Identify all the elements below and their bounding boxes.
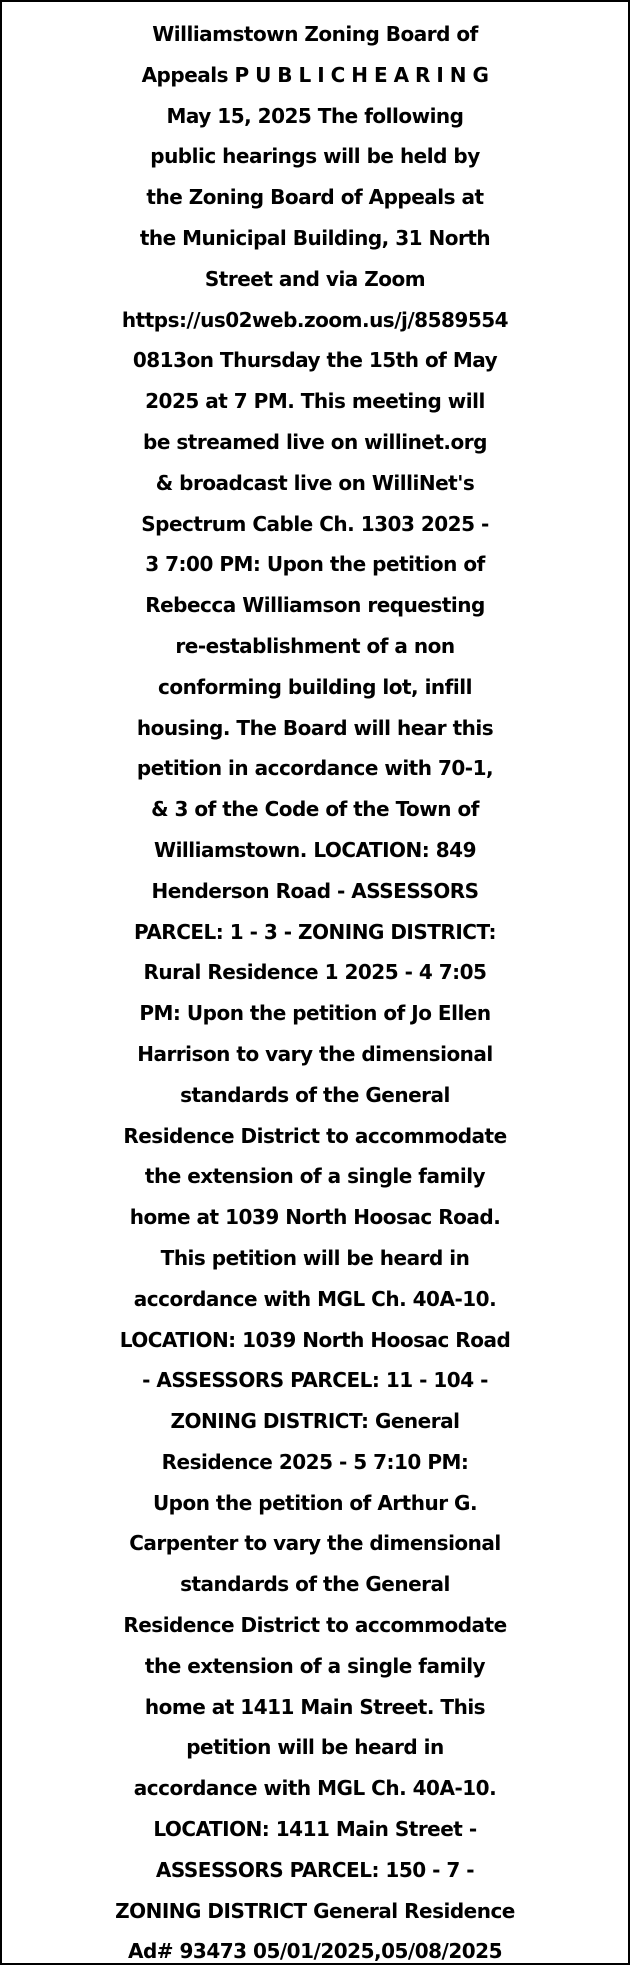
notice-text-line: LOCATION: 1039 North Hoosac Road [119,1327,511,1352]
notice-text-line: https://us02web.zoom.us/j/8589554 [121,307,509,332]
notice-text-line: standards of the General [180,1082,450,1107]
notice-text-line: Upon the petition of Arthur G. [152,1490,478,1515]
notice-text-line: Street and via Zoom [204,266,426,291]
notice-text-line: Appeals P U B L I C H E A R I N G [141,62,489,87]
notice-text-line: Residence District to accommodate [123,1123,507,1148]
notice-text-line: Carpenter to vary the dimensional [129,1531,501,1556]
notice-text-line: Rural Residence 1 2025 - 4 7:05 [143,960,487,985]
notice-text-line: PM: Upon the petition of Jo Ellen [139,1001,491,1026]
notice-text-line: Rebecca Williamson requesting [145,593,485,618]
notice-text-line: & 3 of the Code of the Town of [151,797,479,822]
notice-text-line: the Zoning Board of Appeals at [146,185,484,210]
notice-text-line: - ASSESSORS PARCEL: 11 - 104 - [142,1368,488,1393]
notice-text-line: housing. The Board will hear this [136,715,494,740]
notice-text-line: home at 1039 North Hoosac Road. [129,1205,501,1230]
notice-text-line: ASSESSORS PARCEL: 150 - 7 - [155,1857,475,1882]
notice-text-line: Harrison to vary the dimensional [137,1041,493,1066]
notice-text-line: LOCATION: 1411 Main Street - [153,1817,477,1842]
notice-text-line: Williamstown Zoning Board of [152,22,478,46]
notice-text-line: This petition will be heard in [160,1245,470,1270]
notice-text-line: accordance with MGL Ch. 40A-10. [133,1776,497,1801]
notice-text-line: 3 7:00 PM: Upon the petition of [145,552,485,577]
notice-text-line: Spectrum Cable Ch. 1303 2025 - [141,511,489,536]
notice-text-line: the Municipal Building, 31 North [139,225,491,250]
notice-text-line: petition will be heard in [186,1735,444,1760]
notice-body [2,14,628,1965]
notice-text-line: Residence District to accommodate [123,1613,507,1638]
notice-text-line: PARCEL: 1 - 3 - ZONING DISTRICT: [134,919,496,944]
notice-text-line: home at 1411 Main Street. This [144,1694,486,1719]
notice-text-line: re-establishment of a non [175,633,455,658]
notice-text-line: the extension of a single family [144,1653,486,1678]
notice-text-line: public hearings will be held by [150,144,480,169]
notice-text-line: Henderson Road - ASSESSORS [151,878,479,903]
notice-text-line: Ad# 93473 05/01/2025,05/08/2025 [127,1939,503,1964]
notice-text-line: be streamed live on willinet.org [143,429,487,454]
notice-text-line: accordance with MGL Ch. 40A-10. [133,1286,497,1311]
notice-text-line: 2025 at 7 PM. This meeting will [145,389,485,414]
notice-text-line: standards of the General [180,1572,450,1597]
notice-text-line: petition in accordance with 70-1, [136,756,494,781]
notice-text-line: ZONING DISTRICT: General [170,1409,460,1434]
notice-text-line: & broadcast live on WilliNet's [155,470,475,495]
notice-text-line: the extension of a single family [144,1164,486,1189]
notice-text-line: Williamstown. LOCATION: 849 [154,837,476,862]
notice-text-line: May 15, 2025 The following [166,103,464,128]
notice-text-line: ZONING DISTRICT General Residence [115,1898,515,1923]
notice-text-line: Residence 2025 - 5 7:10 PM: [161,1449,469,1474]
notice-text-line: conforming building lot, infill [158,674,472,699]
notice-text-line: 0813on Thursday the 15th of May [132,348,498,373]
